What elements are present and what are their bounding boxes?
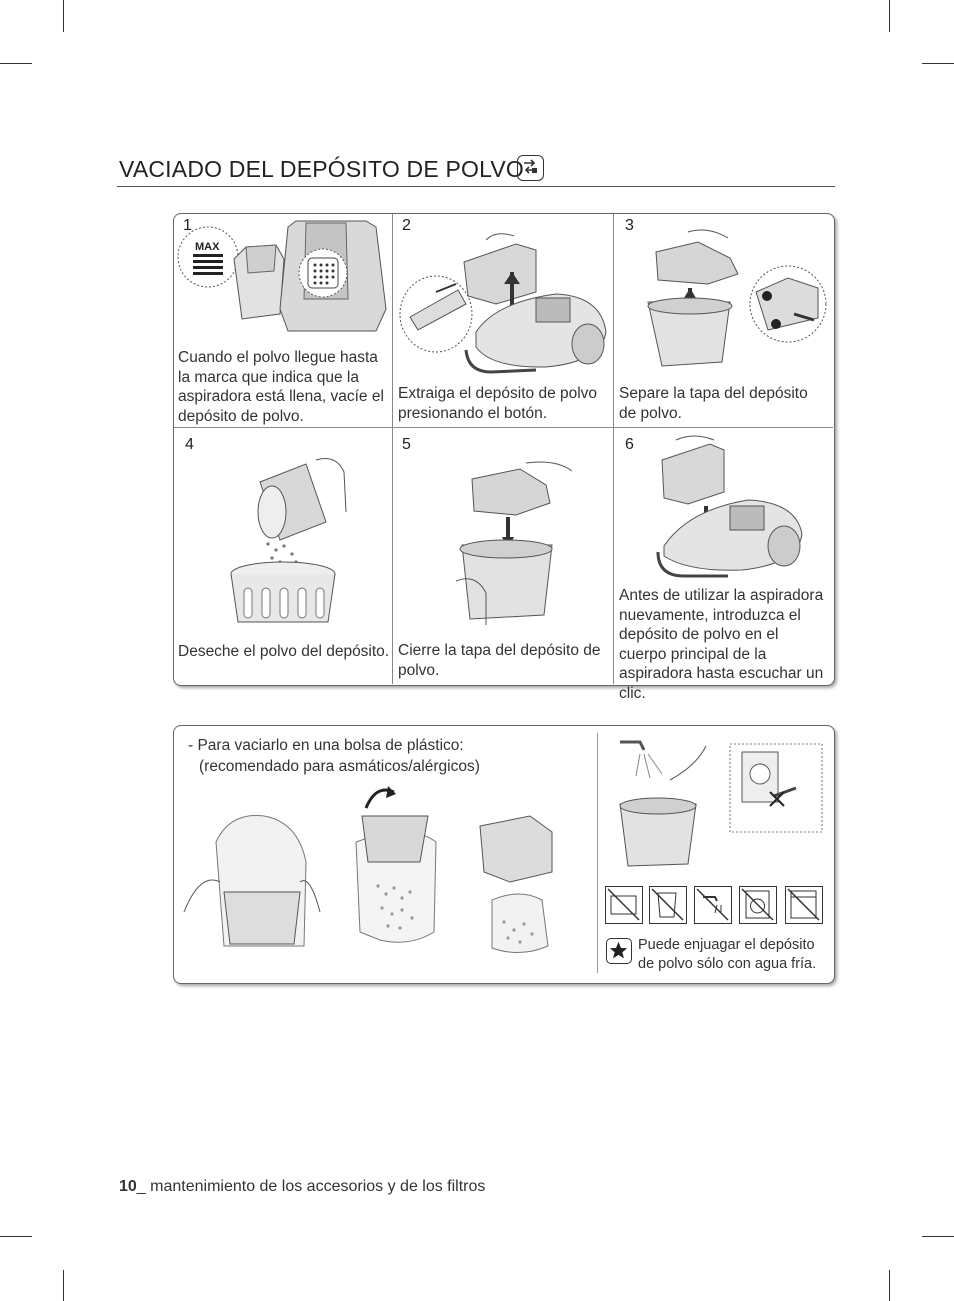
grid-divider (174, 427, 833, 428)
step-5-illustration (396, 455, 610, 627)
step-6-illustration (618, 430, 830, 580)
step-3-illustration (618, 222, 830, 377)
step-number: 3 (625, 217, 634, 234)
step-4-illustration (176, 452, 390, 624)
panel-divider (597, 733, 598, 973)
step-number: 5 (402, 436, 411, 453)
step-number: 4 (185, 436, 194, 453)
no-dishwasher-icon (785, 886, 823, 924)
step-1-illustration (176, 219, 390, 343)
step-caption: Deseche el polvo del depósito. (178, 643, 390, 660)
no-hot-water-icon (694, 886, 732, 924)
plastic-bag-illustration (180, 782, 590, 960)
step-caption: Cierre la tapa del depósito de polvo. (398, 642, 601, 679)
step-number: 1 (183, 217, 192, 234)
step-caption: Cuando el polvo llegue hasta la marca que indica que la aspiradora está llena, vacíe el depósito de polvo. (178, 349, 384, 425)
rinse-illustration (606, 736, 826, 876)
step-caption: Extraiga el depósito de polvo presionando el botón. (398, 385, 598, 422)
grid-divider (613, 214, 614, 684)
page-number: 10 (119, 1178, 137, 1195)
page-footer (119, 1178, 485, 1196)
crop-mark (63, 0, 64, 32)
crop-mark (63, 1270, 64, 1301)
star-icon (606, 938, 632, 964)
no-washing-machine-icon (739, 886, 777, 924)
step-number: 2 (402, 217, 411, 234)
plastic-bag-tip: - Para vaciarlo en una bolsa de plástico: (188, 737, 464, 754)
rinse-note: Puede enjuagar el depósito de polvo sólo con agua fría. (638, 937, 817, 972)
grid-divider (392, 214, 393, 684)
title-divider (117, 186, 835, 187)
step-2-illustration (396, 222, 610, 377)
page-title: VACIADO DEL DEPÓSITO DE POLVO (119, 156, 524, 182)
step-caption: Separe la tapa del depósito de polvo. (619, 385, 808, 422)
crop-mark (922, 1236, 954, 1237)
plastic-bag-tip-detail: (recomendado para asmáticos/alérgicos) (199, 758, 480, 775)
crop-mark (0, 63, 32, 64)
crop-mark (889, 1270, 890, 1301)
crop-mark (922, 63, 954, 64)
max-badge: MAX (195, 241, 220, 253)
step-number: 6 (625, 436, 634, 453)
filter-maintenance-icon (517, 155, 544, 181)
crop-mark (0, 1236, 32, 1237)
footer-section: _ mantenimiento de los accesorios y de los filtros (136, 1178, 486, 1195)
crop-mark (889, 0, 890, 32)
no-microwave-icon (605, 886, 643, 924)
step-caption: Antes de utilizar la aspiradora nuevamente, introduzca el depósito de polvo en el cuerpo principal de la aspiradora hasta escuchar un clic. (619, 587, 824, 702)
no-dryer-icon (649, 886, 687, 924)
